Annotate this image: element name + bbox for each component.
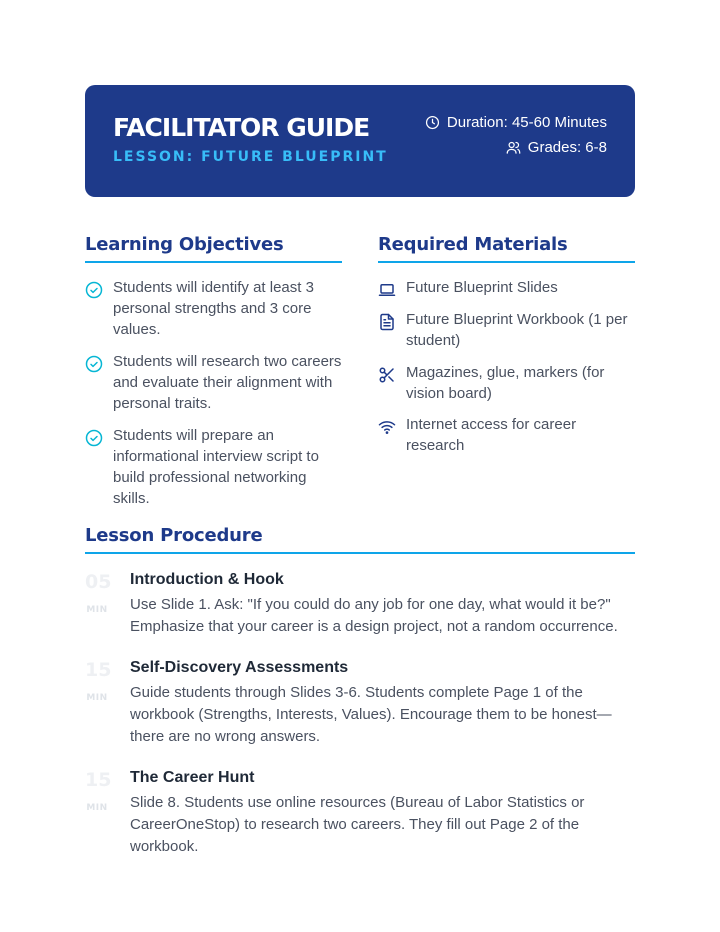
material-item <box>378 414 635 456</box>
step-unit: MIN <box>86 605 108 615</box>
material-item <box>378 362 635 404</box>
step-minutes: 15 <box>85 659 112 681</box>
step-description: Guide students through Slides 3-6. Students complete Page 1 of the workbook (Strengths, Interests, Values). Encourage them to be honest—there are no wrong answers. <box>130 684 612 745</box>
material-item <box>378 309 635 351</box>
check-circle-icon <box>85 281 103 299</box>
grades-meta <box>506 139 607 156</box>
material-text: Internet access for career research <box>406 416 577 454</box>
procedure-divider <box>85 552 635 554</box>
duration-text: Duration: 45-60 Minutes <box>446 114 607 131</box>
check-circle-icon <box>85 355 103 373</box>
step-minutes: 05 <box>85 571 112 593</box>
objective-text: Students will prepare an informational interview script to build professional networking skills. <box>113 427 319 507</box>
users-icon <box>506 140 521 155</box>
scissors-icon <box>378 366 396 384</box>
material-text: Future Blueprint Workbook (1 per student) <box>406 311 628 349</box>
material-text: Future Blueprint Slides <box>406 279 558 296</box>
document-icon <box>378 313 396 331</box>
grades-text: Grades: 6-8 <box>527 139 607 156</box>
step-minutes: 15 <box>85 769 112 791</box>
objective-item <box>85 351 342 414</box>
step-unit: MIN <box>86 693 108 703</box>
laptop-icon <box>378 281 396 299</box>
header-banner <box>85 85 635 197</box>
objective-item <box>85 277 342 340</box>
step-description: Slide 8. Students use online resources (Bureau of Labor Statistics or CareerOneStop) to research two careers. They fill out Page 2 of the workbook. <box>130 794 585 855</box>
step-title: Introduction & Hook <box>130 571 284 588</box>
step-title: Self-Discovery Assessments <box>130 659 349 676</box>
check-circle-icon <box>85 429 103 447</box>
page-title: FACILITATOR GUIDE <box>113 113 370 142</box>
material-item <box>378 277 635 299</box>
procedure-heading: Lesson Procedure <box>85 525 263 546</box>
step-title: The Career Hunt <box>130 769 255 786</box>
step-description: Use Slide 1. Ask: "If you could do any job for one day, what would it be?" Emphasize that your career is a design project, not a random occurrence. <box>130 596 618 635</box>
step-unit: MIN <box>86 803 108 813</box>
objectives-heading: Learning Objectives <box>85 234 284 255</box>
objective-text: Students will identify at least 3 personal strengths and 3 core values. <box>113 279 314 338</box>
clock-icon <box>425 115 440 130</box>
materials-divider <box>378 261 635 263</box>
material-text: Magazines, glue, markers (for vision board) <box>406 364 605 402</box>
duration-meta <box>425 114 607 131</box>
objective-text: Students will research two careers and evaluate their alignment with personal traits. <box>113 353 342 412</box>
objective-item <box>85 425 342 509</box>
lesson-subtitle: LESSON: FUTURE BLUEPRINT <box>113 149 388 165</box>
objectives-divider <box>85 261 342 263</box>
wifi-icon <box>378 418 396 436</box>
materials-heading: Required Materials <box>378 234 568 255</box>
